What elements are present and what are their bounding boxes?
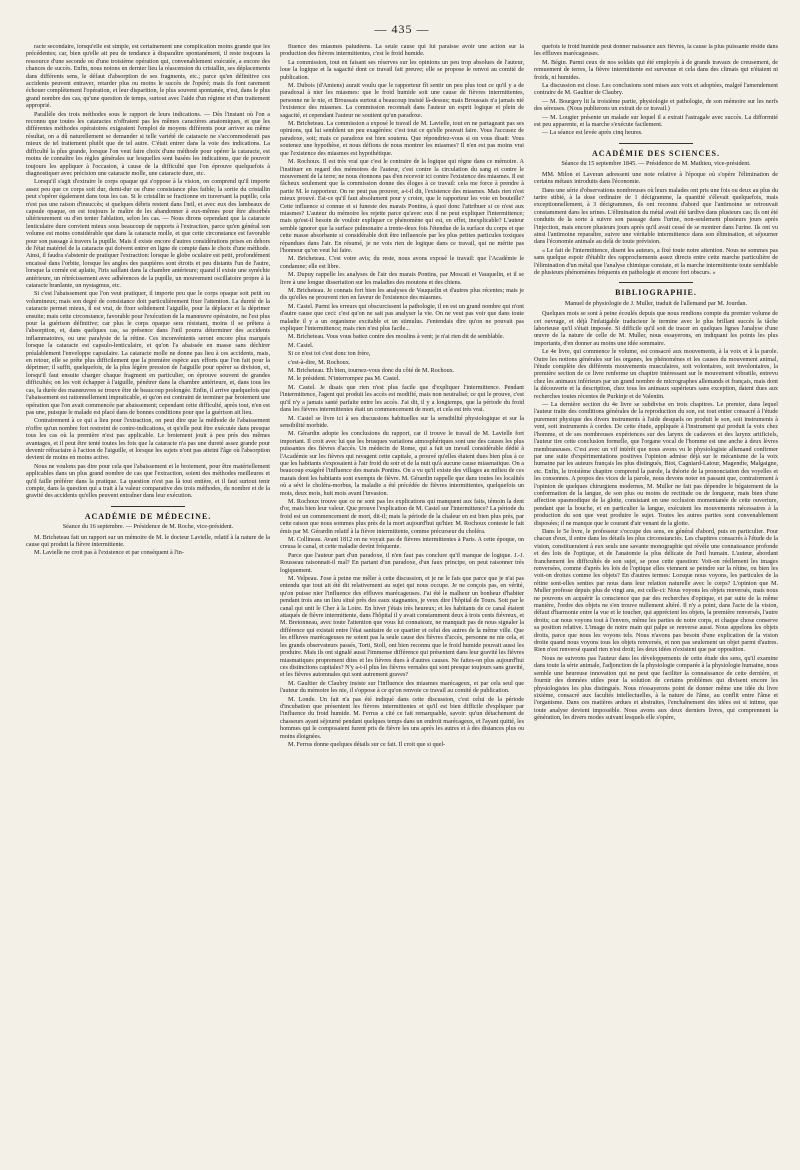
paragraph: M. le président. N'interrompez pas M. Castel. bbox=[288, 376, 400, 383]
paragraph: quefois le froid humide peut donner naissance aux fièvres, la cause la plus puissante réside dans les effluves marécageuses. bbox=[534, 44, 778, 58]
paragraph: M. Castel se livre ici à ses discussions habituelles sur la sensibilité physiologique et sur la sensibilité morbide. bbox=[280, 415, 524, 429]
paragraph: Dans une série d'observations nombreuses où leurs malades ont pris une fois ou deux au plus du tartre stibié, à la dose ordinaire de 1 décigramme, la quantité s'élevait quelquefois, mais exceptionnellement, à 3 décigrammes, ils ont reconnu d'abord que l'antimoine se retrouvait constamment dans les urines. L'élimination du métal avait été tardive dans plusieurs cas; ils ont été conduits de la sorte à suivre son passage dans l'urine, non-seulement plusieurs jours après l'injection, mais encore plusieurs jours après qu'il avait cessé de se montrer dans l'urine. Ils ont vu ainsi l'antimoine reparaître, suivre une véritable intermittence dans son élimination, et séjourner dans l'économie animale au delà de toute prévision. bbox=[534, 187, 778, 246]
paragraph: M. Bricheteau. Eh bien, tournez-vous donc du côté de M. Rochoux. bbox=[288, 368, 455, 375]
paragraph: Quelques mois se sont à peine écoulés depuis que nous rendions compte du premier volume de cet ouvrage, et déjà l'infatigable traducteur le termine avec le plus brillant succès la tâche laborieuse qu'il s'était imposée. Si difficile qu'il soit de tracer en quelques lignes l'analyse d'une œuvre de la nature de celle de M. Muller, nous essayerons, en indiquant les points les plus importants, d'en donner au moins une idée sommaire. bbox=[534, 311, 778, 347]
paragraph: M. Rochoux. Il est très vrai que c'est le contraire de la logique qui règne dans ce mémoire. A l'instituer en regard des mémoires de l'auteur, c'est contre la circulation du sang et contre le mouvement de la terre; ne nous étonnons pas d'en recevoir ici contre l'existence des miasmes. Il est fâcheux seulement que la commission donne des éloges à ce travail: cela me force à prendre à partie M. le rapporteur. On ne peut pas prouver, a-t-il dit, l'existence des miasmes. Mais rien n'est mieux prouvé. Est-ce qu'il faut absolument pour y croire, que le rapporteur les voie en bouteille? Cette influence si connue et si funeste des marais Pontins, à quoi donc l'attribuer si ce n'est aux miasmes? L'auteur du mémoire les rejette parce qu'avec eux il ne peut expliquer l'intermittence; mais qu'est-il besoin de vouloir expliquer ce phénomène qui est, en effet, inexplicable? L'auteur semble ignorer que la surface pulmonaire a trente-deux fois l'étendue de la surface du corps et que cette masse absorbante si considérable doit être influencée par les plus petites particules toxiques répandues dans l'air. En résumé, je ne vois rien de logique dans ce travail, qui ne mérite pas l'honneur qu'on veut lui faire. bbox=[280, 159, 524, 254]
column-right bbox=[534, 44, 778, 1159]
paragraph: M. Lavielle ne croit pas à l'existence et par conséquent à l'in- bbox=[34, 550, 184, 557]
paragraph: M. Bricheteau. La commission a exposé le travail de M. Lavielle, tout en ne partageant pas ses opinions, qui lui semblent un peu exagérées: c'est tout ce qu'elle pouvait faire. Vous l'accusez de paradoxe, soit; mais ce paradoxe est bien soutenu. Que répondriez-vous si on vous disait: Vous soutenez une hypothèse, et nous défions de nous montrer les miasmes? Il n'en est pas moins vrai que l'existence des miasmes est hypothétique. bbox=[280, 121, 524, 157]
paragraph: Si c'est l'abaissement que l'on veut pratiquer, il importe peu que le corps opaque soit petit ou volumineux; mais son degré de consistance doit particulièrement fixer l'attention. La dureté de la cataracte permet mieux, il est vrai, de fixer solidement l'aiguille, pour la déplacer et la déprimer ensuite; mais cette circonstance, favorable pour l'exécution de la manœuvre opératoire, ne l'est plus pour la guérison définitive; car plus le corps opaque sera résistant, moins il se prêtera à l'absorption, et, dans quelques cas, sa présence dans l'œil pourra déterminer des accidents inflammatoires, ou une paralysie de la rétine. Ces inconvénients seront encore plus marqués lorsque la cataracte est capsulo-lenticulaire, et qu'on l'a abaissée en masse sans déchirer préalablement l'enveloppe capsulaire. La cataracte molle ne donne pas lieu à ces accidents, mais, en retour, elle se prête plus difficilement que la première espèce aux efforts que l'on fait pour la déprimer; il suffit, quelquefois, de la plus légère pression de l'aiguille pour opérer sa division, et, lorsqu'il faut ensuite charger chaque fragment en particulier, on éprouve souvent de grandes difficultés; on les voit échapper à l'aiguille, pénétrer dans la chambre antérieure, et, dans tous les cas, la durée des manœuvres se trouve être de beaucoup prolongée. Enfin, il arrive quelquefois que l'abaissement est rationnellement impraticable, et qu'on est contraint de terminer par broiement une opération que l'on avait commencée par abaissement; cependant cette difficulté, après tout, n'en est pas une, puisque le malade est placé dans de bonnes conditions pour que la guérison ait lieu. bbox=[26, 291, 270, 416]
section-heading-bibliographie: BIBLIOGRAPHIE. bbox=[615, 288, 697, 298]
paragraph: La commission, tout en faisant ses réserves sur les opinions un peu trop absolues de l'auteur, loue la logique et la sagacité dont ce travail fait preuve; elle se propose le renvoi au comité de publication. bbox=[280, 59, 524, 81]
paragraph: M. Collineau. Avant 1812 on ne voyait pas de fièvres intermittentes à Paris. A cette époque, on creusa le canal, et cette maladie devint fréquente. bbox=[280, 537, 524, 551]
paragraph: Nous ne suivrons pas l'auteur dans les développements de cette étude des sens, qu'il examine dans toute la série animale, l'adjonction de la physiologie comparée à la physiologie humaine, nous semble une heureuse innovation qui ne peut que faciliter la connaissance de cette dernière, et fournir des données utiles pour la solution de certains problèmes qui divisent encore les physiologistes les plus distingués. Nous n'essayerons point de donner même une idée du livre sixième, consacré aux facultés intellectuelles, à la nature de l'âme, au conflit entre l'âme et l'organisme. Dans ces matières ardues et abstraites, l'enchaînement des idées est si intime, que toute analyse devient impossible. Nous avons aux deux derniers livres, qui comprennent la génération, les divers modes suivant lesquels elle s'opère, bbox=[534, 655, 778, 722]
paragraph: M. Bricheteau. Vous vous battez contre des moulins à vent; je n'ai rien dit de semblable. bbox=[288, 334, 505, 341]
text-columns bbox=[26, 44, 778, 1159]
paragraph: — M. Bourgery lit la troisième partie, physiologie et pathologie, de son mémoire sur les nerfs des séreuses. (Nous publierons un extrait de ce travail.) bbox=[534, 98, 778, 113]
paragraph: M. Bégin. Parmi ceux de nos soldats qui été employés à de grands travaux de creusement, de remuement de terres, la fièvre intermittente est survenue et cela dans des climats qui n'étaient ni froids, ni humides. bbox=[534, 59, 778, 81]
page-number: — 435 — bbox=[374, 22, 430, 36]
paragraph: — La séance est levée après cinq heures. bbox=[542, 130, 643, 137]
paragraph: M. Gérardin adopte les conclusions du rapport, car il trouve le travail de M. Lavielle fort important. Il croit avec lui que les brusques variations atmosphériques sont une des causes les plus puissantes des fièvres d'accès. Un médecin de Rome, qui a fait un travail considérable dédié à l'Académie sur les fièvres qui ravagent cette capitale, a prouvé qu'elles étaient dues bien plus à ce que les habitants s'exposaient à l'air froid du soir et de la nuit qu'à aucune cause miasmatique. On a beaucoup exagéré l'influence des marais Pontins. On a vu qu'il existe des villages au milieu de ces marais dont les habitants sont exempts de fièvre. M. Gérardin rappelle que dans toutes les localités où a sévi le choléra-morbus, la maladie a été précédée de fièvres intermittentes, quelquefois un mois, deux mois, huit mois avant l'invasion. bbox=[280, 431, 524, 497]
paragraph: Contrairement à ce qui a lieu pour l'extraction, on peut dire que la méthode de l'abaissement n'offre qu'un nombre fort restreint de contre-indications, et qu'elle peut être exécutée dans presque tous les cas où la première n'est pas applicable. Le broiement jouit à peu près des mêmes avantages, et il peut être tenté toutes les fois que la cataracte n'a pas une dureté assez grande pour devenir réfractaire à l'action de l'aiguille, et lorsque les sujets n'ont pas atteint l'âge où l'absorption devient de moins en moins active. bbox=[26, 418, 270, 462]
paragraph: Si ce n'est toi c'est donc ton frère, bbox=[288, 351, 371, 358]
paragraph: Parallèle des trois méthodes sous le rapport de leurs indications. — Dès l'instant où l'on a reconnu que toutes les cataractes n'offraient pas les mêmes caractères anatomiques, et que les différentes méthodes opératoires exigeaient l'emploi de moyens différents pour arriver au même résultat, on a dû naturellement se demander si telle variété de cataracte ne s'accommoderait pas mieux de tel traitement plutôt que de tel autre. C'était entrer dans la voie des indications. La difficulté la plus grande, lorsque l'on veut faire choix d'une méthode pour opérer la cataracte, est moins de connaître les règles générales sur lesquelles sont basées les indications, que de pouvoir toujours les appliquer à l'occasion, à cause de la difficulté que l'on éprouve quelquefois à diagnostiquer avec précision une cataracte molle, une cataracte dure, etc. bbox=[26, 111, 270, 177]
column-middle bbox=[280, 44, 524, 1159]
session-line-medecine: Séance du 16 septembre. — Présidence de M. Roche, vice-président. bbox=[62, 523, 234, 531]
paragraph: Lorsqu'il s'agit d'extraire le corps opaque qui s'oppose à la vision, on comprend qu'il importe assez peu que ce corps soit dur, demi-dur ou d'une consistance plus faible; la sortie du cristallin peut s'opérer également dans tous les cas. Si le cristallin se fractionne en traversant la pupille, cela n'est pas une raison d'insuccès; si quelques débris restent dans l'œil, et avec eux des lambeaux de capsule opaque, on est toujours le maître de les abandonner à eux-mêmes pour être absorbés ultérieurement ou d'en tenter l'ablation, selon les cas. — Nous dirons cependant que la cataracte lenticulaire dure convient mieux sous beaucoup de rapports à l'extraction, parce qu'en général son volume est moins considérable que dans la cataracte molle, et que cette circonstance est favorable pour son passage à travers la pupille. Mais il existe encore d'autres considérations prises en dehors de l'état matériel de la cataracte qui doivent entrer en ligne de compte dans le choix d'une méthode. Ainsi, il faudra s'abstenir de pratiquer l'extraction: lorsque le globe oculaire est petit, profondément encaissé dans l'orbite, lorsque les angles des paupières sont étroits et peu distants l'un de l'autre, lorsque la cornée est aplatie, l'iris saillant dans la chambre antérieure; quand il existe une synéchie antérieure, un rétrécissement avec adhérences de la pupille, un mouvement oscillatoire propre à la cataracte branlante, un nystagmus, etc. bbox=[26, 179, 270, 289]
paragraph: M. Gaultier de Claubry insiste sur l'influence des miasmes marécageux, et par cela seul que l'auteur du mémoire les nie, il s'oppose à ce qu'on renvoie ce travail au comité de publication. bbox=[280, 680, 524, 695]
paragraph: « Le fait de l'intermittence, disent les auteurs, a fixé toute notre attention. Nous ne sommes pas sans quelque espoir d'établir des rapprochements assez directs entre cette marche particulière de l'élimination d'un métal que l'analyse chimique constate, et la marche intermittente toute semblable de plusieurs phénomènes fréquents en pathologie et encore fort obscurs. » bbox=[534, 247, 778, 276]
paragraph: M. Velpeau. J'ose à peine me mêler à cette discussion, et je ne le fais que parce que je n'ai pas entendu que tout ait été dit relativement au sujet qui nous occupe. Je ne conçois pas, en vérité, qu'on puisse nier l'influence des effluves marécageuses. J'ai été le malheur un bonheur d'habiter pendant trois ans un lieu situé près des eaux stagnantes, je veux dire l'hôpital de Tours. Soit par le canal qui unit le Cher à la Loire. En hiver j'étais très heureux; et les habitants de ce canal étaient attaqués de fièvre intermittente, dans l'hôpital il y avait constamment deux à trois cents fiévreux, et M. Bretonneau, avec toute l'attention que vous lui connaissez, ne manquait pas de nous signaler la différence qui existait entre l'état sanitaire de ce quartier et celui des autres de la même ville. Que les effluves marécageuses ne soient pas la seule cause des fièvres d'accès, personne ne nie cela, et les grands observateurs passés, Torti, Stoll, ont bien reconnu que le froid humide pouvait aussi les produire. Mais ils ont signalé aussi l'immense différence qui présentent dans leur gravité les fièvres miasmatiques proprement dites et les fièvres dues à d'autres causes. Ne faites-on plus aujourd'hui ces distinctions capitales? N'y a-t-il plus les fièvres vernales qui sont presque toujours sans gravité, et les fièvres automnales qui sont autrement graves? bbox=[280, 576, 524, 679]
paragraph: c'est-à-dire, M. Rochoux. bbox=[288, 359, 351, 366]
section-divider bbox=[111, 506, 184, 507]
paragraph: M. Londe. Un fait n'a pas été indiqué dans cette discussion, c'est celui de la période d'incubation que présentent les fièvres intermittentes et qu'il est bien difficile d'expliquer par l'influence du froid humide. M. Ferrus a cité ce fait remarquable, savoir: qu'un détachement de chasseurs ayant séjourné pendant quelques temps dans un endroit marécageux, et l'ayant quitté, les hommes qui le composaient furent pris de fièvre les uns après les autres et à des distances plus ou moins éloignées. bbox=[280, 696, 524, 740]
paragraph: La discussion est close. Les conclusions sont mises aux voix et adoptées, malgré l'amendement contraire de M. Gaultier de Claubry. bbox=[534, 83, 778, 97]
paragraph: M. Castel. Parmi les erreurs qui obscurcissent la pathologie, il en est un grand nombre qui n'ont d'autre cause que ceci: c'est qu'on ne sait pas analyser la vie. On ne veut pas voir que dans toute maladie il y a un organisme excitable et un stimulus. J'entendais dire qu'on ne pouvait pas expliquer l'intermittence; mais rien n'est plus facile... bbox=[280, 303, 524, 333]
paragraph: M. Dubois (d'Amiens) aurait voulu que le rapporteur fît sentir un peu plus tout ce qu'il y a de paradoxal à nier les miasmes: que le froid humide soit une cause de fièvres intermittentes, personne ne le nie, et Broussais surtout a beaucoup insisté là-dessus; mais Broussais n'a jamais nié l'existence des miasmes. La commission reconnaît dans l'auteur un esprit logique et plein de sagacité, et cependant l'auteur ne soutient qu'un paradoxe. bbox=[280, 83, 524, 119]
paragraph: M. Bricheteau fait un rapport sur un mémoire de M. le docteur Lavielle, relatif à la nature de la cause qui produit la fièvre intermittente. bbox=[26, 534, 270, 548]
paragraph: Dans le 5e livre, le professeur s'occupe des sens, en général d'abord, puis en particulier. Pour chacun d'eux, il entre dans les détails les plus circonstanciés. Les chapitres consacrés à l'étude de la vision, constitueraient à eux seuls une savante monographie qui révèle une connaissance profonde et des lois de l'optique, et de l'anatomie la plus délicate de l'œil humain. L'auteur, abordant franchement les difficultés de son sujet, se pose cette question: Voit-on réellement les images renversées, comme d'après les lois de l'optique elles viennent se peindre sur la rétine, ou bien les voit-on droites comme les objets? En d'autres termes: Lorsque nous voyons, les particules de la rétine sont-elles senties par nous dans leur relation naturelle avec le corps? L'opinion que M. Muller professe depuis plus de vingt ans, est celle-ci: Nous voyons les objets renversés, mais nous ne pouvons en acquérir la conscience que par des recherches d'optique, et par suite de la même manière, l'ordre des objets ne s'en trouve nullement altéré. Il n'y a point, dans l'acte de la vision, défaut d'harmonie entre la vue et le toucher, qui apprécient les objets, la première renversés, l'autre droits; car nous voyons tout à l'envers, même les parties de notre corps, et chaque chose conserve sa position relative. L'image de notre main qui palpe se renverse aussi. Nous appelons les objets droits, parce que nous les voyons tels. Nous n'avons pas besoin d'une explication de la vision droite quand nous voyons tous les objets renversés, et non pas seulement un objet parmi d'autres. Rien n'est renversé quand rien n'est droit; les deux idées n'existent que par opposition. bbox=[534, 528, 778, 654]
paragraph: M. Castel. Je disais que rien n'est plus facile que d'expliquer l'intermittence. Pendant l'intermittence, l'agent qui produit les accès est modifié, mais non neutralisé; ce qui le prouve, c'est qu'il n'y a jamais santé parfaite entre les accès. J'ai dit, il y a longtemps, que la période du froid dans les fièvres intermittentes était un commencement de mort, et cela est très vrai. bbox=[280, 384, 524, 414]
paragraph: M. Ferrus donne quelques détails sur ce fait. Il croit que si quel- bbox=[288, 741, 446, 748]
section-heading-medecine: ACADÉMIE DE MÉDECINE. bbox=[84, 511, 212, 521]
paragraph: fluence des miasmes paludéens. La seule cause qui lui paraisse avoir une action sur la production des fièvres intermittentes, c'est le froid humide. bbox=[280, 44, 524, 58]
paragraph: M. Dupuy rappelle les analyses de l'air des marais Pontins, par Moscati et Vauquelin, et il se livre à une longue dissertation sur les maladies des moutons et des chiens. bbox=[280, 272, 524, 286]
paragraph: Nous ne voulons pas dire pour cela que l'abaissement et le broiement, pour être matériellement applicables dans un plus grand nombre de cas que l'extraction, soient des méthodes meilleures et qu'il faille préférer dans la pratique. La question n'est pas là tout entière, et il faut surtout tenir compte, dans la question qui a trait à la valeur comparative des trois méthodes, du nombre et de la gravité des accidents qu'elles peuvent entraîner dans leur exécution. bbox=[26, 463, 270, 500]
paragraph: M. Bricheteau. C'est votre avis; du reste, nous avons exposé le travail: que l'Académie le condamne; elle est libre. bbox=[280, 256, 524, 270]
paragraph: M. Rochoux trouve que ce ne sont pas les explications qui manquent aux faits, témoin la dent d'or, mais bien leur valeur. Que prouve l'explication de M. Castel sur l'intermittence? La période du froid est un commencement de mort, dit-il; mais la période de la chaleur en est bien plus près, par cette raison que nous sommes plus près de la mort aujourd'hui qu'hier. M. Rochoux conteste le fait émis par M. Gérardin relatif à la fièvre intermittente, comme précurseur du choléra. bbox=[280, 498, 524, 535]
paragraph: M. Bricheteau. Je connais fort bien les analyses de Vauquelin et d'autres plus récentes; mais je dis qu'elles ne prouvent rien en faveur de l'existence des miasmes. bbox=[280, 288, 524, 302]
book-title: Manuel de physiologie de J. Muller, traduit de l'allemand par M. Jourdan. bbox=[564, 299, 748, 307]
paragraph: — La dernière section du 4e livre se subdivise en trois chapitres. Le premier, dans lequel l'auteur traite des conditions générales de la reproduction du son, est tout entier consacré à l'étude purement physique des divers instruments à l'aide desquels on produit le son, soit instruments à vent, soit instruments à cordes. De cette étude, appliquée à l'instrument qui produit la voix chez l'homme, et de ses nombreuses expériences sur des larynx de cadavres et des larynx artificiels, l'auteur tire cette conclusion formelle, que l'organe vocal de l'homme est une anche à deux lèvres membraneuses. C'est avec un vif intérêt que nous avons vu le physiologiste allemand confirmer par une suite d'expérimentations positives l'opinion admise déjà sur le mécanisme de la voix humaine par les auteurs français les plus distingués, Biot, Cagniard-Latour, Magendie, Malgaigne, etc. Enfin, le troisième chapitre comprend la parole, la théorie de la prononciation des voyelles et les consonnes. A propos des vices de la parole, nous devons noter en passant que, contrairement à l'opinion de quelques chirurgiens modernes, M. Muller ne fait pas dépendre le bégaiement de la conformation de la langue, de son plus ou moins de rectitude ou de longueur, mais bien d'une affection spasmodique de la glotte, consistant en une occlusion momentanée de cette ouverture, pendant que la bouche, et en particulier la langue, exécutent les mouvements nécessaires à la production du son que veut produire le sujet. Toutes les autres parties sont convenablement disposées; il ne manque que le courant d'air venant de la glotte. bbox=[534, 402, 778, 527]
column-left bbox=[26, 44, 270, 1159]
section-heading-sciences: ACADÉMIE DES SCIENCES. bbox=[591, 148, 721, 158]
section-divider bbox=[619, 143, 692, 144]
session-line-sciences: Séance du 15 septembre 1845. — Présidence de M. Mathieu, vice-président. bbox=[561, 160, 751, 168]
paragraph: racte secondaire, lorsqu'elle est simple, est certainement une complication moins grande que les précédentes; car, bien qu'elle ait peu de tendance à disparaître spontanément, il reste toujours la ressource d'une seconde ou d'une troisième opération qui, convenablement exécutée, a encore des chances de succès. Enfin, nous notons en dernier lieu la réascension du cristallin, ses déplacements dans différents sens, le défaut d'absorption de ses fragments, etc.; parce qu'en définitive ces accidents peuvent entraver, retarder plus ou moins le succès de l'opéré; mais ils font rarement échouer complètement l'opération, et leur disparition, le plus souvent spontanée, n'est, dans le plus grand nombre des cas, qu'une question de temps, surtout avec l'aide d'un régime et d'un traitement approprié. bbox=[26, 44, 270, 110]
paragraph: Parce que l'auteur part d'un paradoxe, il n'en faut pas conclure qu'il manque de logique. J.-J. Rousseau raisonnait-il mal? En partant d'un paradoxe, d'un faux principe, on peut raisonner très logiquement. bbox=[280, 552, 524, 574]
section-divider bbox=[619, 282, 692, 283]
paragraph: MM. Milon et Laveran adressent une note relative à l'époque où s'opère l'élimination de certains métaux introduits dans l'économie. bbox=[534, 171, 778, 186]
paragraph: M. Castel. bbox=[288, 342, 314, 349]
paragraph: Le 4e livre, qui commence le volume, est consacré aux mouvements, à la voix et à la parole. Outre les notions générales sur les organes, les phénomènes et les causes du mouvement animal, l'étude complète des différents mouvements musculaires, soit volontaires, soit involontaires, la première section de ce livre renferme un chapitre intéressant sur le mouvement vibratile, entrevu chez les animaux inférieurs par un grand nombre de micrographes allemands et français, mais dont la découverte et la description, chez tous les animaux supérieurs sans exception, datent dues aux recherches toutes récentes de Purkinje et de Valentin. bbox=[534, 349, 778, 400]
paragraph: — M. Lougier présente un malade sur lequel il a extrait l'astragale avec succès. La difformité est peu apparente, et la marche s'exécute facilement. bbox=[534, 114, 778, 129]
